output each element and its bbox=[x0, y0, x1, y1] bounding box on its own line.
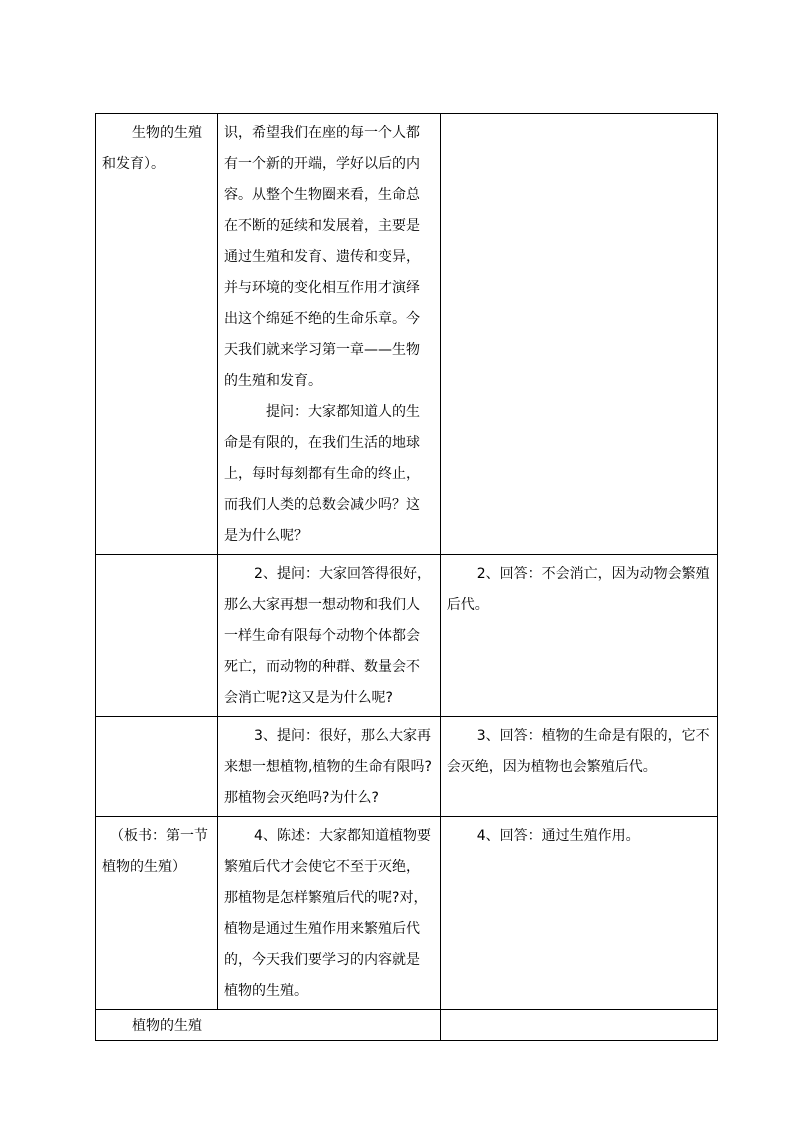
cell-student bbox=[440, 114, 717, 555]
cell-teacher bbox=[218, 114, 441, 555]
cell-notes bbox=[96, 114, 218, 555]
teacher-text: 2、提问：大家回答得很好，那么大家再想一想动物和我们人一样生命有限每个动物个体都会死亡，而动物的种群、数量会不会消亡呢?这又是为什么呢? bbox=[224, 566, 431, 706]
cell-teacher bbox=[218, 717, 441, 817]
notes-text: （板书：第一节植物的生殖） bbox=[102, 828, 208, 875]
cell-notes bbox=[96, 555, 218, 717]
table-row bbox=[96, 114, 718, 555]
section-title: 植物的生殖 bbox=[132, 1018, 202, 1034]
table-row bbox=[96, 817, 718, 1010]
cell-notes bbox=[96, 717, 218, 817]
cell-notes bbox=[96, 817, 218, 1010]
student-text: 3、回答：植物的生命是有限的，它不会灭绝，因为植物也会繁殖后代。 bbox=[446, 728, 710, 775]
cell-student bbox=[440, 1010, 717, 1041]
teacher-text: 识，希望我们在座的每一个人都有一个新的开端，学好以后的内容。从整个生物圈来看，生命总在不断的延续和发展着，主要是通过生殖和发育、遗传和变异，并与环境的变化相互作用才演绎出这个绵延不绝的生命乐章。今天我们就来学习第一章——生物的生殖和发育。 bbox=[224, 125, 421, 389]
teacher-text: 3、提问：很好，那么大家再来想一想植物,植物的生命有限吗?那植物会灭绝吗?为什么? bbox=[224, 728, 432, 806]
table-row bbox=[96, 1010, 718, 1041]
notes-text: 生物的生殖和发育）。 bbox=[102, 125, 202, 172]
cell-student bbox=[440, 717, 717, 817]
table-row bbox=[96, 555, 718, 717]
student-text: 4、回答：通过生殖作用。 bbox=[476, 828, 640, 844]
cell-teacher bbox=[218, 555, 441, 717]
cell-teacher bbox=[218, 817, 441, 1010]
cell-section-title bbox=[96, 1010, 441, 1041]
cell-student bbox=[440, 555, 717, 717]
table-row bbox=[96, 717, 718, 817]
lesson-plan-table bbox=[95, 113, 718, 1041]
cell-student bbox=[440, 817, 717, 1010]
student-text: 2、回答：不会消亡，因为动物会繁殖后代。 bbox=[446, 566, 710, 613]
teacher-text: 4、陈述：大家都知道植物要繁殖后代才会使它不至于灭绝，那植物是怎样繁殖后代的呢?对，植物是通过生殖作用来繁殖后代的，今天我们要学习的内容就是植物的生殖。 bbox=[224, 828, 431, 999]
teacher-text: 提问：大家都知道人的生命是有限的，在我们生活的地球上，每时每刻都有生命的终止，而我们人类的总数会减少吗？这是为什么呢？ bbox=[224, 404, 421, 544]
